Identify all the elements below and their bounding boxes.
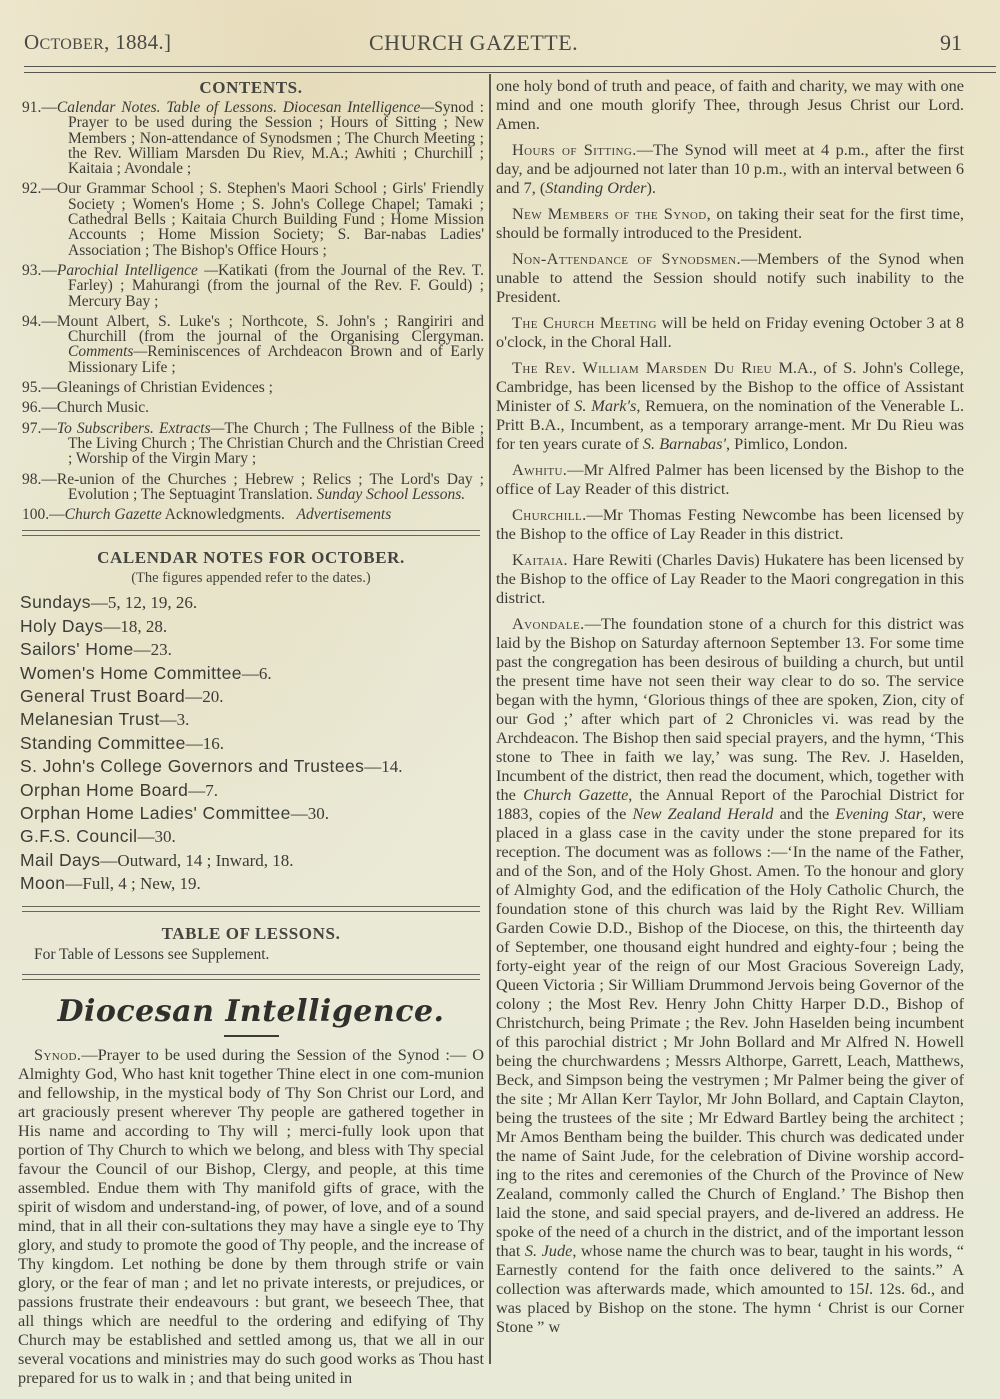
calendar-row: Sailors' Home—23. bbox=[20, 639, 172, 660]
contents-item: 94.—Mount Albert, S. Luke's ; Northcote, S. John's ; Rangiriri and Churchill (from the journal of the Organising Clergyman. Comments—Reminiscences of Archdeacon Brown and of Early Missionary Life ; bbox=[22, 312, 484, 376]
contents-item: 91.—Calendar Notes. Table of Lessons. Diocesan Intelligence—Synod : Prayer to be used during the Session ; Hours of Sitting ; New Members ; Non-attendance of Synodsmen ; The Church Meeting ; the Rev. William Marsden Du Riev, M.A.; Awhiti ; Churchill ; Kaitaia ; Avondale ; bbox=[22, 99, 484, 178]
calendar-row: Orphan Home Ladies' Committee—30. bbox=[20, 803, 330, 824]
page-number: 91 bbox=[940, 30, 962, 55]
column-divider bbox=[489, 74, 491, 1364]
section-rule bbox=[22, 530, 480, 536]
kaitaia-notice: Kaitaia. Hare Rewiti (Charles Davis) Hukatere has been licensed by the Bishop to the office of Lay Reader to the Maori congregation in this district. bbox=[496, 550, 964, 607]
left-column bbox=[18, 78, 484, 1394]
contents-item: 98.—Re-union of the Churches ; Hebrew ; Relics ; The Lord's Day ; Evolution ; The Septuagint Translation. Sunday School Lessons. bbox=[22, 470, 484, 503]
header-date: OCTOBER, 1884.] bbox=[24, 30, 172, 54]
contents-title: CONTENTS. bbox=[199, 78, 303, 97]
contents-item: 96.—Church Music. bbox=[22, 399, 150, 417]
calendar-title: CALENDAR NOTES FOR OCTOBER. bbox=[97, 548, 405, 568]
non-attendance: Non-Attendance of Synodsmen.—Members of the Synod when unable to attend the Session should notify such inability to the President. bbox=[496, 249, 965, 306]
calendar-row: Sundays—5, 12, 19, 26. bbox=[20, 592, 198, 613]
calendar-row: Moon—Full, 4 ; New, 19. bbox=[20, 873, 201, 894]
calendar-subtitle: (The figures appended refer to the dates.) bbox=[131, 570, 371, 587]
du-rieu-notice: The Rev. William Marsden Du Rieu M.A., of S. John's College, Cambridge, has been licensed by the Bishop to the office of Assistant Minister of S. Mark's, Remuera, on the nomination of the Venerable L. Pritt B.A., Incumbent, as a temporary arrange-ment. Mr Du Rieu was for ten years curate of S. Barnabas', Pimlico, London. bbox=[496, 358, 965, 453]
contents-item: 92.—Our Grammar School ; S. Stephen's Maori School ; Girls' Friendly Society ; Women's Home ; S. John's College Chapel; Tamaki ; Cathedral Bells ; Kaitaia Church Building Fund ; Home Mission Accounts ; Home Mission Society; S. Bar-nabas Ladies' Association ; The Bishop's Office Hours ; bbox=[22, 180, 484, 259]
page-header bbox=[24, 30, 994, 60]
calendar-row: Standing Committee—16. bbox=[20, 732, 225, 753]
church-meeting: The Church Meeting will be held on Friday evening October 3 at 8 o'clock, in the Choral Hall. bbox=[496, 313, 965, 351]
right-body bbox=[496, 76, 964, 1336]
calendar-row: Mail Days—Outward, 14 ; Inward, 18. bbox=[20, 849, 294, 870]
hours-of-sitting: Hours of Sitting.—The Synod will meet at 4 p.m., after the first day, and be adjourned not later than 10 p.m., with an interval between 6 and 7, (Standing Order). bbox=[496, 140, 965, 197]
contents-item: 100.—Church Gazette Acknowledgments. Advertisements bbox=[22, 506, 392, 524]
calendar-row: S. John's College Governors and Trustees—14. bbox=[20, 756, 403, 777]
lessons-section bbox=[18, 924, 484, 964]
diocesan-title: Diocesan Intelligence. bbox=[57, 993, 445, 1029]
calendar-row: Holy Days—18, 28. bbox=[20, 615, 168, 636]
calendar-list bbox=[18, 591, 484, 895]
avondale-notice: Avondale.—The foundation stone of a church for this district was laid by the Bishop on Saturday afternoon September 13. For some time past the congregation has been desirous of building a church, but until the present time have not seen their way clear to do so. The service began with the hymn, ‘Glorious things of thee are spoken, Zion, city of our God ;’ after which part of 2 Chronicles vi. was read by the Archdeacon. The Bishop then said special prayers, and the hymn, ‘This stone to Thee in faith we lay,’ was sung. The Rev. J. Haselden, Incumbent of the district, then read the document, which, together with the Church Gazette, the Annual Report of the Parochial District for 1883, copies of the New Zealand Herald and the Evening Star, were placed in a glass case in the cavity under the stone prepared for its reception. The document was as follows :—‘In the name of the Father, and of the Son, and of the Holy Ghost. Amen. To the honour and glory of Almighty God, and the edification of the Holy Catholic Church, the foundation stone of this church was laid by the Right Rev. William Garden Cowie D.D., Bishop of the Diocese, on this, the thirteenth day of September, one thousand eight hundred and eighty-four ; being the forty-eight year of the reign of our Most Gracious Sovereign Lady, Queen Victoria ; Sir William Drummond Jervois being Governor of the colony ; the Most Rev. Henry John Chitty Harper D.D., Bishop of Christchurch, being Primate ; the Rev. John Haselden being incumbent of this parochial district ; Mr John Bollard and Mr Alfred N. Howell being the churchwardens ; Messrs Althorpe, Garrett, Leach, Matthews, Beck, and Simpson being the vestrymen ; Mr Palmer being the giver of the site ; Mr Allan Kerr Taylor, Mr John Bollard, and Captain Clayton, being the trustees of the site ; Mr Edward Bartley being the architect ; Mr Amos Bentham being the builder. This church was dedicated under the name of Saint Jude, for the celebration of Divine worship accord-ing to the rites and ceremonies of the Church of the Province of New Zealand, commonly called the Church of England.’ The Bishop then laid the stone, and said special prayers, and de-livered an address. He spoke of the need of a church in the district, and of the important lesson that S. Jude, whose name the church was to bear, taught in his words, “ Earnestly contend for the faith once delivered to the saints.” A collection was afterwards made, which amounted to 15l. 12s. 6d., and was placed by Bishop on the stone. The hymn ‘ Christ is our Corner Stone ” w bbox=[496, 614, 965, 1336]
contents-item: 95.—Gleanings of Christian Evidences ; bbox=[22, 379, 273, 397]
calendar-row: General Trust Board—20. bbox=[20, 686, 224, 707]
prayer-continued: one holy bond of truth and peace, of faith and charity, we may with one mind and one mouth glorify Thee, through Jesus Christ our Lord. Amen. bbox=[496, 76, 964, 133]
calendar-row: Women's Home Committee—6. bbox=[20, 662, 272, 683]
contents-section bbox=[18, 78, 484, 522]
title-underline bbox=[224, 1035, 279, 1037]
new-members: New Members of the Synod, on taking their seat for the first time, should be formally introduced to the President. bbox=[496, 204, 964, 242]
calendar-row: Melanesian Trust—3. bbox=[20, 709, 190, 730]
header-rule bbox=[24, 66, 996, 73]
contents-list bbox=[18, 100, 484, 522]
lessons-title: TABLE OF LESSONS. bbox=[161, 923, 341, 943]
section-rule bbox=[22, 974, 480, 980]
section-rule bbox=[22, 906, 480, 912]
header-title: CHURCH GAZETTE. bbox=[369, 30, 579, 55]
calendar-section bbox=[18, 548, 484, 895]
contents-item: 97.—To Subscribers. Extracts—The Church ; The Fullness of the Bible ; The Living Church ; The Christian Church and the Christian Creed ; Worship of the Virgin Mary ; bbox=[22, 419, 485, 468]
lessons-note: For Table of Lessons see Supplement. bbox=[34, 945, 270, 963]
calendar-row: G.F.S. Council—30. bbox=[20, 826, 176, 847]
diocesan-section bbox=[18, 994, 484, 1387]
synod-prayer: Synod.—Prayer to be used during the Session of the Synod :— O Almighty God, Who hast knit together Thine elect in one com-munion and fellowship, in the mystical body of Thy Son Christ our Lord, and art graciously present wherever Thy people are gathered together in His name and according to Thy will ; merci-fully look upon that portion of Thy Church to which we belong, and bless with Thy special favour the Council of our Bishop, Clergy, and people, at this time assembled. Endue them with Thy manifold gifts of grace, with the spirit of wisdom and understand-ing, of power, of love, and of a sound mind, that in all their con-sultations they may have a single eye to Thy glory, and study to promote the good of Thy people, and the increase of Thy kingdom. Let nothing be done by them through strife or vain glory, or the fear of man ; and let no private interests, or prejudices, or passions frustrate their endeavours : but grant, we beseech Thee, that all things which are needful to the ordering and edifying of Thy Church may be established and settled among us, that we all in our several vocations and ministries may do such good works as Thou hast prepared for us to walk in ; and that being united in bbox=[18, 1044, 484, 1387]
contents-item: 93.—Parochial Intelligence —Katikati (from the Journal of the Rev. T. Farley) ; Mahurangi (from the journal of the Rev. F. Gould) ; Mercury Bay ; bbox=[22, 261, 484, 310]
right-column bbox=[496, 76, 964, 1343]
calendar-row: Orphan Home Board—7. bbox=[20, 779, 219, 800]
awhitu-notice: Awhitu.—Mr Alfred Palmer has been licensed by the Bishop to the office of Lay Reader of this district. bbox=[496, 460, 964, 498]
churchill-notice: Churchill.—Mr Thomas Festing Newcombe has been licensed by the Bishop to the office of Lay Reader in this district. bbox=[496, 505, 964, 543]
